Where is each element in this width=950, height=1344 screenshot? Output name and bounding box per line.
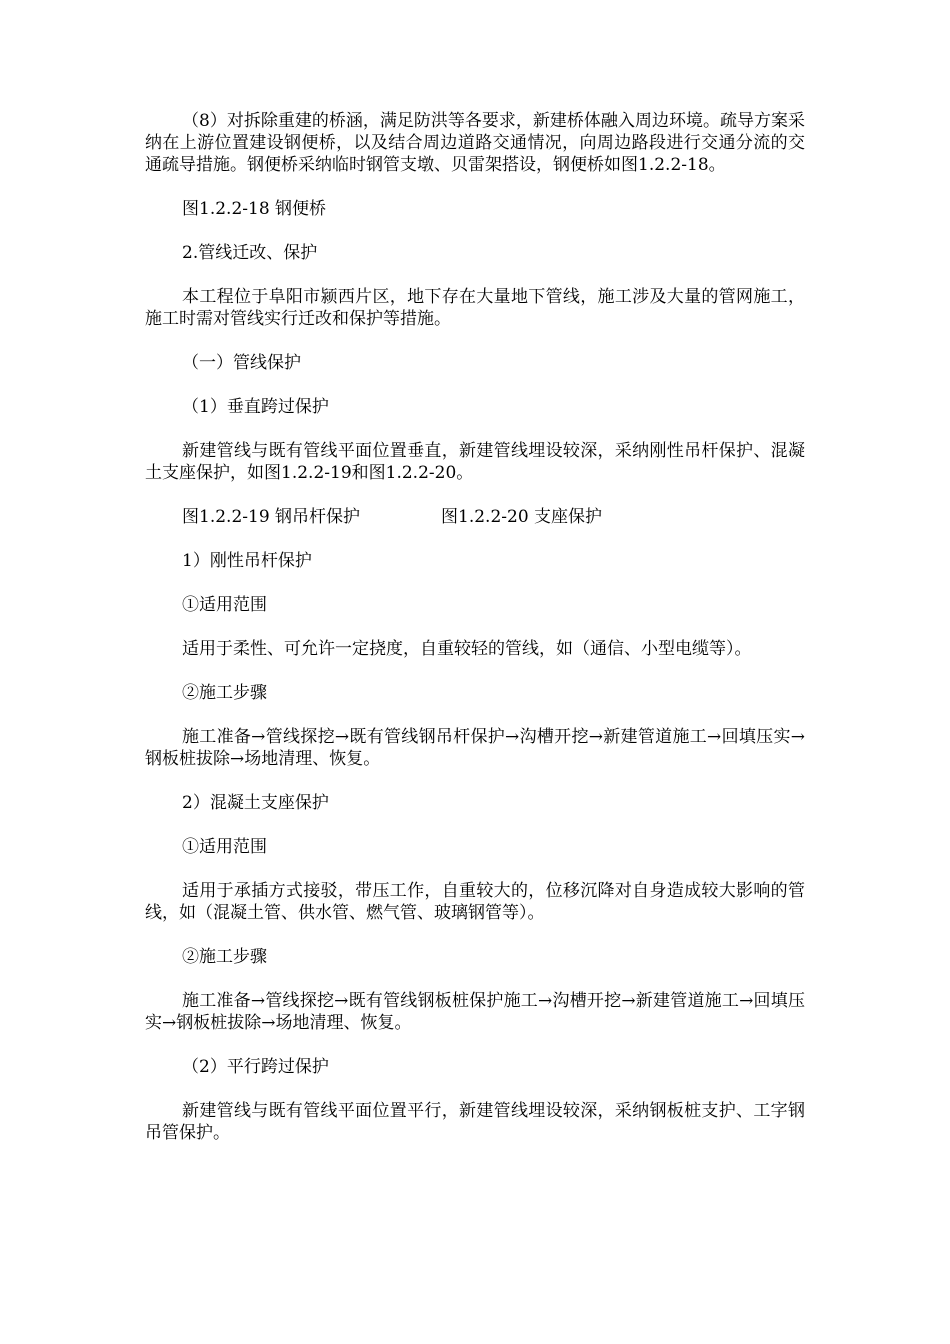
heading-rigid-hanger: 1）刚性吊杆保护 xyxy=(182,551,312,571)
heading-concrete-support: 2）混凝土支座保护 xyxy=(182,793,329,813)
heading-parallel-crossing: （2）平行跨过保护 xyxy=(182,1057,329,1077)
heading-pipeline-protection: （一）管线保护 xyxy=(182,353,301,373)
heading-scope-2: ①适用范围 xyxy=(182,837,267,857)
section-heading-pipeline-relocation: 2.管线迁改、保护 xyxy=(182,243,318,263)
paragraph-scope-1: 适用于柔性、可允许一定挠度，自重较轻的管线，如（通信、小型电缆等）。 xyxy=(182,639,752,659)
heading-vertical-crossing: （1）垂直跨过保护 xyxy=(182,397,329,417)
paragraph-vertical-crossing: 新建管线与既有管线平面位置垂直，新建管线埋设较深，采纳刚性吊杆保护、混凝土支座保护，如图1.2.2-19和图1.2.2-20。 xyxy=(145,441,805,483)
paragraph-scope-2: 适用于承插方式接驳，带压工作，自重较大的，位移沉降对自身造成较大影响的管线，如（混凝土管、供水管、燃气管、玻璃钢管等）。 xyxy=(145,881,805,923)
figure-caption-support: 图1.2.2-20 支座保护 xyxy=(441,507,603,527)
figure-caption-steel-bridge: 图1.2.2-18 钢便桥 xyxy=(182,199,327,219)
paragraph-steps-1: 施工准备→管线探挖→既有管线钢吊杆保护→沟槽开挖→新建管道施工→回填压实→钢板桩拔除→场地清理、恢复。 xyxy=(145,727,805,769)
figure-caption-row xyxy=(145,506,805,528)
paragraph-steps-2: 施工准备→管线探挖→既有管线钢板桩保护施工→沟槽开挖→新建管道施工→回填压实→钢板桩拔除→场地清理、恢复。 xyxy=(145,991,805,1033)
paragraph-bridge-reconstruction: （8）对拆除重建的桥涵，满足防洪等各要求，新建桥体融入周边环境。疏导方案采纳在上游位置建设钢便桥，以及结合周边道路交通情况，向周边路段进行交通分流的交通疏导措施。钢便桥采纳临时钢管支墩、贝雷架搭设，钢便桥如图1.2.2-18。 xyxy=(145,111,805,175)
paragraph-parallel-crossing: 新建管线与既有管线平面位置平行，新建管线埋设较深，采纳钢板桩支护、工字钢吊管保护。 xyxy=(145,1101,805,1143)
document-page xyxy=(145,110,805,1166)
heading-steps-1: ②施工步骤 xyxy=(182,683,267,703)
figure-caption-steel-hanger: 图1.2.2-19 钢吊杆保护 xyxy=(182,507,361,527)
heading-scope-1: ①适用范围 xyxy=(182,595,267,615)
paragraph-project-location: 本工程位于阜阳市颍西片区，地下存在大量地下管线，施工涉及大量的管网施工，施工时需对管线实行迁改和保护等措施。 xyxy=(145,287,805,329)
heading-steps-2: ②施工步骤 xyxy=(182,947,267,967)
